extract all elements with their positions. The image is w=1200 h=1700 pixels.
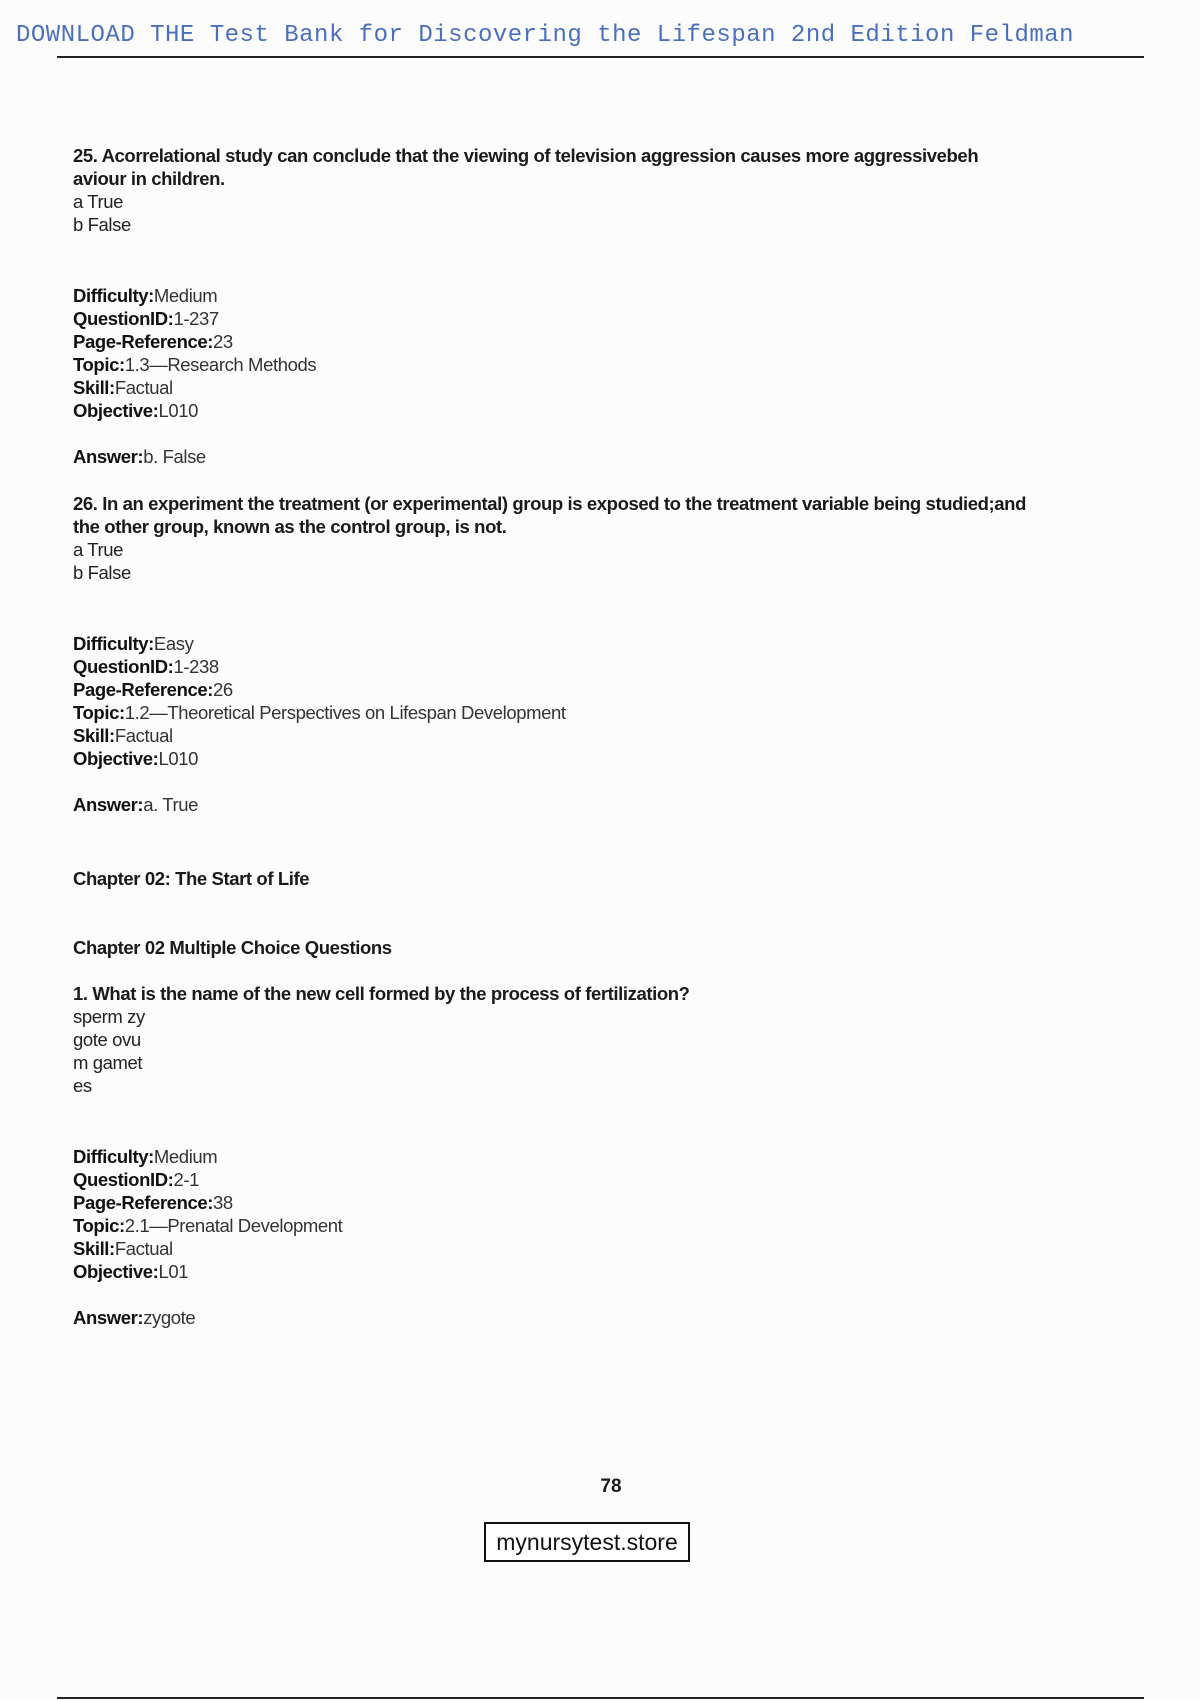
difficulty-row: Difficulty:Medium [73,285,218,306]
topic-value: 2.1—Prenatal Development [124,1215,343,1236]
skill-value: Factual [114,377,173,398]
difficulty-row: Difficulty:Medium [73,1146,218,1167]
difficulty-value: Medium [153,285,218,306]
question-1-option-line: sperm zy [73,1006,145,1027]
page-reference-value: 26 [213,679,233,700]
answer-value: b. False [143,446,206,467]
question-26-text-line1: 26. In an experiment the treatment (or experimental) group is exposed to the treatment variable being studied;and [73,493,1026,514]
question-1-option-line: m gamet [73,1052,143,1073]
page-reference-row: Page-Reference:26 [73,679,233,700]
topic-row: Topic:1.3—Research Methods [73,354,317,375]
question-26-metadata [73,632,1133,770]
question-26-text-line2: the other group, known as the control group, is not. [73,516,507,537]
question-25-answer: Answer:b. False [73,446,206,467]
question-1 [73,982,1133,1329]
question-26 [73,492,1133,816]
footer-rule [57,1697,1144,1699]
download-banner-title: DOWNLOAD THE Test Bank for Discovering the Lifespan 2nd Edition Feldman [16,22,1075,49]
question-25-metadata [73,284,1133,422]
question-id-value: 2-1 [173,1169,199,1190]
question-1-answer: Answer:zygote [73,1307,196,1328]
objective-value: L010 [158,400,199,421]
question-25-text-line2: aviour in children. [73,168,225,189]
topic-row: Topic:2.1—Prenatal Development [73,1215,343,1236]
question-26-option-b: b False [73,562,131,583]
chapter-subtitle: Chapter 02 Multiple Choice Questions [73,937,392,958]
question-25-text-line1: 25. Acorrelational study can conclude that the viewing of television aggression causes more aggressivebeh [73,145,979,166]
objective-row: Objective:L01 [73,1261,189,1282]
question-id-value: 1-238 [173,656,219,677]
difficulty-value: Easy [153,633,194,654]
topic-value: 1.3—Research Methods [124,354,317,375]
question-25-option-b: b False [73,214,131,235]
answer-value: a. True [143,794,198,815]
page-number: 78 [600,1476,622,1497]
difficulty-row: Difficulty:Easy [73,633,194,654]
header-rule [57,56,1144,58]
question-id-value: 1-237 [173,308,219,329]
question-id-row: QuestionID:1-237 [73,308,219,329]
skill-row: Skill:Factual [73,1238,173,1259]
question-25 [73,144,1133,468]
objective-value: L01 [158,1261,189,1282]
site-stamp: mynursytest.store [484,1522,690,1562]
topic-row: Topic:1.2—Theoretical Perspectives on Lifespan Development [73,702,566,723]
page-reference-row: Page-Reference:38 [73,1192,233,1213]
topic-value: 1.2—Theoretical Perspectives on Lifespan Development [124,702,566,723]
question-1-text: 1. What is the name of the new cell formed by the process of fertilization? [73,983,690,1004]
objective-value: L010 [158,748,199,769]
chapter-title: Chapter 02: The Start of Life [73,868,310,889]
question-1-option-line: gote ovu [73,1029,141,1050]
question-26-answer: Answer:a. True [73,794,198,815]
question-1-metadata [73,1145,1133,1283]
skill-value: Factual [114,725,173,746]
question-25-option-a: a True [73,191,124,212]
question-1-option-line: es [73,1075,92,1096]
question-id-row: QuestionID:1-238 [73,656,219,677]
page-reference-row: Page-Reference:23 [73,331,233,352]
page-reference-value: 38 [213,1192,233,1213]
objective-row: Objective:L010 [73,748,199,769]
page-reference-value: 23 [213,331,233,352]
skill-row: Skill:Factual [73,725,173,746]
answer-value: zygote [143,1307,196,1328]
question-26-option-a: a True [73,539,124,560]
question-id-row: QuestionID:2-1 [73,1169,199,1190]
skill-row: Skill:Factual [73,377,173,398]
difficulty-value: Medium [153,1146,218,1167]
skill-value: Factual [114,1238,173,1259]
page-content [73,144,1133,1329]
objective-row: Objective:L010 [73,400,199,421]
